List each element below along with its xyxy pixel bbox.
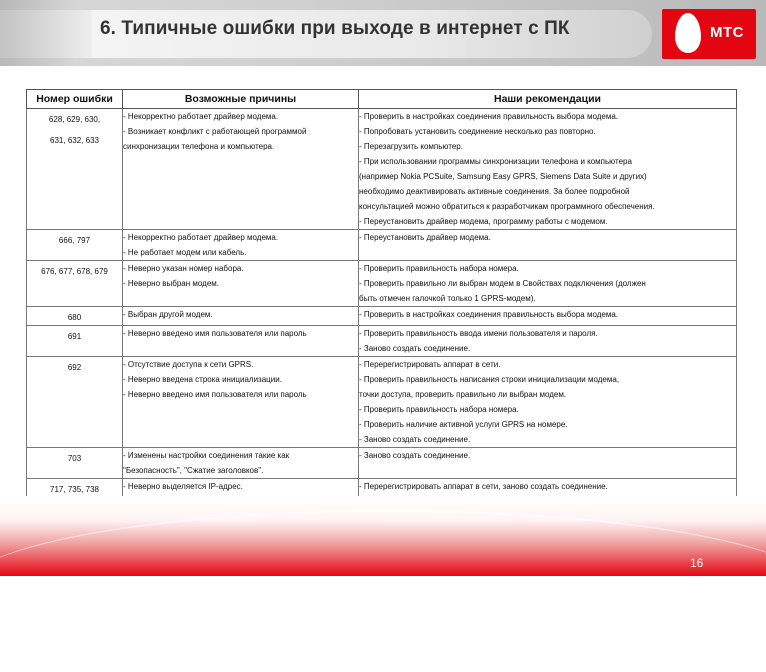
- recommendations-cell-line: - При использовании программы синхронизации телефона и компьютера: [359, 157, 632, 166]
- causes-cell: [123, 307, 359, 326]
- error-code-cell-line: 628, 629, 630,: [48, 115, 101, 124]
- causes-cell-line: - Отсутствие доступа к сети GPRS.: [123, 360, 254, 369]
- causes-cell-line: - Неверно выбран модем.: [123, 279, 219, 288]
- recommendations-cell: [359, 448, 737, 479]
- error-code-cell-line: 666, 797: [58, 236, 91, 245]
- logo-text: МТС: [710, 24, 744, 41]
- error-code-cell-line: 717, 735, 738: [50, 485, 99, 494]
- error-code-cell-line: 680: [67, 313, 82, 322]
- footer-arc: [0, 510, 766, 672]
- recommendations-cell: [359, 357, 737, 448]
- error-code-cell-line: 691: [67, 332, 82, 341]
- causes-cell-line: - Выбран другой модем.: [123, 310, 213, 319]
- causes-cell-line: - Неверно выделяется IP-адрес.: [123, 482, 243, 491]
- causes-cell: [123, 230, 359, 261]
- recommendations-cell-line: быть отмечен галочкой только 1 GPRS-модем).: [359, 294, 536, 303]
- causes-cell-line: - Неверно введено имя пользователя или пароль: [123, 329, 307, 338]
- causes-cell-line: "Безопасность", "Сжатие заголовков".: [123, 466, 264, 475]
- recommendations-cell-line: - Проверить правильно ли выбран модем в Свойствах подключения (должен: [359, 279, 646, 288]
- causes-cell: [123, 357, 359, 448]
- error-code-cell: [27, 357, 123, 448]
- header-recommendations: Наши рекомендации: [359, 90, 737, 109]
- causes-cell-line: - Неверно введена строка инициализации.: [123, 375, 282, 384]
- error-code-cell-line: 631, 632, 633: [50, 136, 99, 145]
- recommendations-cell-line: - Заново создать соединение.: [359, 451, 471, 460]
- recommendations-cell: [359, 109, 737, 230]
- mts-logo: [662, 9, 756, 59]
- table-row: [27, 109, 737, 230]
- header-error-code: Номер ошибки: [27, 90, 123, 109]
- recommendations-cell-line: - Заново создать соединение.: [359, 435, 471, 444]
- recommendations-cell: [359, 326, 737, 357]
- recommendations-cell: [359, 261, 737, 307]
- causes-cell-line: - Некорректно работает драйвер модема.: [123, 112, 279, 121]
- recommendations-cell-line: - Проверить наличие активной услуги GPRS на номере.: [359, 420, 568, 429]
- table-row: [27, 326, 737, 357]
- page-number: 16: [690, 556, 704, 570]
- error-code-cell-line: 703: [67, 454, 82, 463]
- error-code-cell: [27, 479, 123, 498]
- recommendations-cell-line: - Проверить в настройках соединения правильность выбора модема.: [359, 112, 619, 121]
- egg-icon: [675, 13, 701, 53]
- table-body: [27, 109, 737, 498]
- causes-cell: [123, 109, 359, 230]
- recommendations-cell-line: - Перезагрузить компьютер.: [359, 142, 463, 151]
- table-row: [27, 448, 737, 479]
- error-code-cell: [27, 230, 123, 261]
- causes-cell: [123, 326, 359, 357]
- recommendations-cell-line: - Проверить правильность написания строки инициализации модема,: [359, 375, 620, 384]
- causes-cell-line: - Изменены настройки соединения такие как: [123, 451, 290, 460]
- recommendations-cell-line: - Попробовать установить соединение несколько раз повторно.: [359, 127, 596, 136]
- table-header-row: [27, 90, 737, 109]
- header-cap: [0, 10, 92, 58]
- recommendations-cell-line: - Перерегистрировать аппарат в сети.: [359, 360, 501, 369]
- table-row: [27, 479, 737, 498]
- causes-cell: [123, 479, 359, 498]
- causes-cell-line: - Возникает конфликт с работающей программой: [123, 127, 307, 136]
- recommendations-cell-line: точки доступа, проверить правильно ли выбран модем.: [359, 390, 567, 399]
- error-code-cell: [27, 448, 123, 479]
- error-code-cell: [27, 261, 123, 307]
- recommendations-cell-line: - Проверить правильность набора номера.: [359, 405, 519, 414]
- error-code-cell: [27, 109, 123, 230]
- error-code-cell-line: 676, 677, 678, 679: [41, 267, 108, 276]
- causes-cell: [123, 261, 359, 307]
- header-causes: Возможные причины: [123, 90, 359, 109]
- table-row: [27, 230, 737, 261]
- errors-table: [26, 89, 737, 498]
- recommendations-cell-line: необходимо деактивировать активные соединения. За более подробной: [359, 187, 630, 196]
- recommendations-cell-line: - Проверить правильность ввода имени пользователя и пароля.: [359, 329, 598, 338]
- recommendations-cell-line: - Проверить правильность набора номера.: [359, 264, 519, 273]
- recommendations-cell-line: - Заново создать соединение.: [359, 344, 471, 353]
- recommendations-cell-line: консультацией можно обратиться к разработчикам программного обеспечения.: [359, 202, 655, 211]
- recommendations-cell-line: - Переустановить драйвер модема.: [359, 233, 491, 242]
- causes-cell-line: - Не работает модем или кабель.: [123, 248, 247, 257]
- causes-cell-line: синхронизации телефона и компьютера.: [123, 142, 275, 151]
- table-row: [27, 261, 737, 307]
- causes-cell-line: - Неверно введено имя пользователя или пароль: [123, 390, 307, 399]
- recommendations-cell-line: - Переустановить драйвер модема, программу работы с модемом.: [359, 217, 608, 226]
- recommendations-cell-line: - Перерегистрировать аппарат в сети, заново создать соединение.: [359, 482, 608, 491]
- slide-header: [0, 0, 766, 66]
- recommendations-cell-line: (например Nokia PCSuite, Samsung Easy GPRS, Siemens Data Suite и других): [359, 172, 647, 181]
- recommendations-cell-line: - Проверить в настройках соединения правильность выбора модема.: [359, 310, 619, 319]
- table-row: [27, 307, 737, 326]
- causes-cell: [123, 448, 359, 479]
- slide-title: 6. Типичные ошибки при выходе в интернет с ПК: [100, 18, 570, 39]
- recommendations-cell: [359, 307, 737, 326]
- error-code-cell: [27, 307, 123, 326]
- causes-cell-line: - Некорректно работает драйвер модема.: [123, 233, 279, 242]
- table-row: [27, 357, 737, 448]
- recommendations-cell: [359, 479, 737, 498]
- error-code-cell-line: 692: [67, 363, 82, 372]
- recommendations-cell: [359, 230, 737, 261]
- causes-cell-line: - Неверно указан номер набора.: [123, 264, 244, 273]
- error-code-cell: [27, 326, 123, 357]
